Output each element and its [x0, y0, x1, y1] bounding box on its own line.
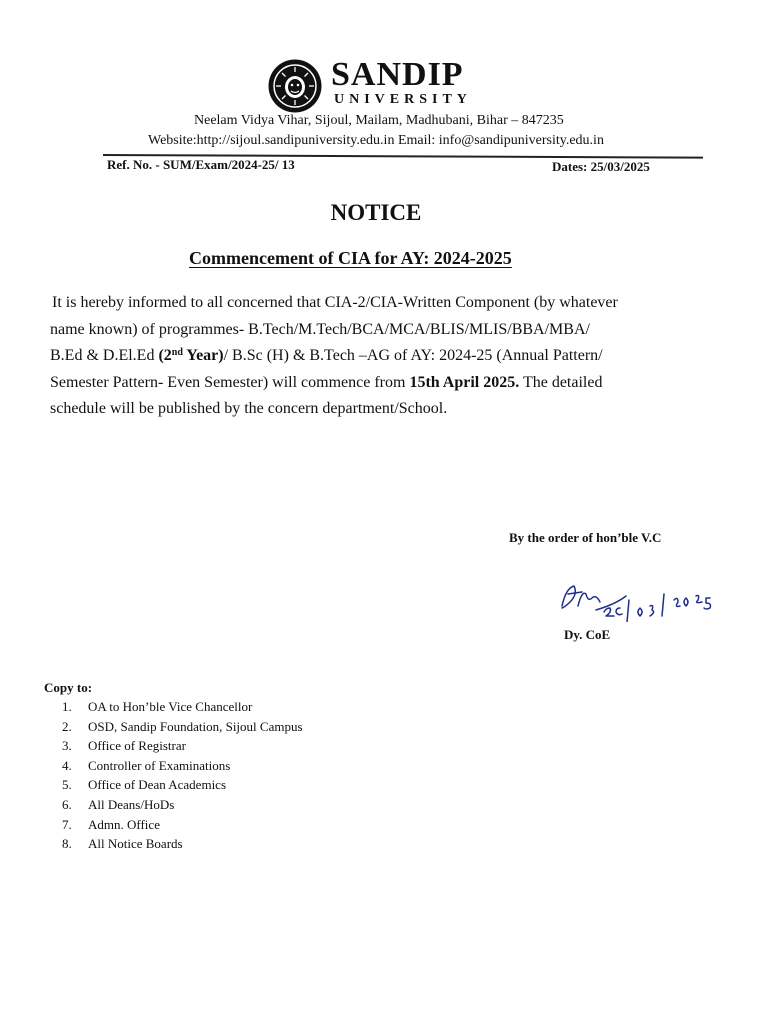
body-line: [50, 343, 710, 370]
university-emblem-icon: [267, 58, 323, 114]
university-address: Neelam Vidya Vihar, Sijoul, Mailam, Madhubani, Bihar – 847235: [194, 113, 564, 128]
ordinal-suffix: nd: [171, 347, 183, 358]
list-item-text: All Notice Boards: [88, 836, 183, 852]
handwritten-signature: [556, 572, 732, 622]
reference-number: Ref. No. - SUM/Exam/2024-25/ 13: [107, 157, 295, 172]
list-item: [62, 756, 303, 776]
body-line: name known) of programmes- B.Tech/M.Tech/BCA/MCA/BLIS/MLIS/BBA/MBA/: [50, 320, 590, 338]
list-item-number: 1.: [62, 699, 72, 714]
body-line: schedule will be published by the concern department/School.: [50, 400, 448, 417]
list-item-text: OA to Hon’ble Vice Chancellor: [88, 699, 253, 714]
copy-to-list: [62, 697, 303, 854]
notice-date: Dates: 25/03/2025: [552, 159, 650, 174]
body-text: (2: [158, 347, 172, 364]
copy-to-label: Copy to:: [44, 680, 93, 695]
body-text: The detailed: [519, 373, 603, 391]
university-name: SANDIP: [331, 56, 464, 93]
list-item-number: 5.: [62, 777, 72, 793]
body-text: Year): [182, 347, 224, 364]
body-text: / B.Sc (H) & B.Tech –AG of AY: 2024-25 (Annual Pattern/: [223, 347, 603, 364]
list-item-text: OSD, Sandip Foundation, Sijoul Campus: [88, 718, 303, 734]
year-emphasis: [158, 347, 223, 364]
body-line: It is hereby informed to all concerned that CIA-2/CIA-Written Component (by whatever: [52, 294, 618, 311]
list-item: [62, 795, 303, 815]
list-item: [62, 736, 303, 756]
list-item: [62, 697, 303, 717]
signatory-designation: Dy. CoE: [564, 627, 611, 642]
list-item-number: 2.: [62, 718, 72, 734]
list-item: [62, 815, 303, 835]
notice-body: [50, 290, 710, 423]
list-item: [62, 775, 303, 795]
list-item-number: 7.: [62, 816, 72, 832]
university-subtitle: UNIVERSITY: [334, 92, 472, 107]
body-text: B.Ed & D.El.Ed: [50, 347, 159, 364]
list-item-text: All Deans/HoDs: [88, 796, 175, 812]
notice-subject: Commencement of CIA for AY: 2024-2025: [189, 248, 512, 268]
website-email-line: Website:http://sijoul.sandipuniversity.edu.in Email: info@sandipuniversity.edu.in: [148, 133, 604, 148]
body-text: Semester Pattern- Even Semester) will commence from: [50, 373, 410, 391]
list-item-text: Office of Registrar: [88, 738, 186, 754]
notice-title: NOTICE: [330, 200, 422, 225]
order-line: By the order of hon’ble V.C: [509, 530, 662, 545]
list-item-text: Office of Dean Academics: [88, 777, 227, 793]
list-item-number: 3.: [62, 738, 72, 754]
list-item-number: 8.: [62, 836, 72, 852]
list-item-text: Admn. Office: [88, 816, 160, 832]
list-item: [62, 717, 303, 737]
list-item-number: 6.: [62, 796, 72, 812]
list-item-text: Controller of Examinations: [88, 757, 231, 773]
list-item-number: 4.: [62, 757, 72, 773]
body-line: [50, 370, 710, 397]
list-item: [62, 834, 303, 854]
commencement-date: 15th April 2025.: [409, 373, 520, 391]
